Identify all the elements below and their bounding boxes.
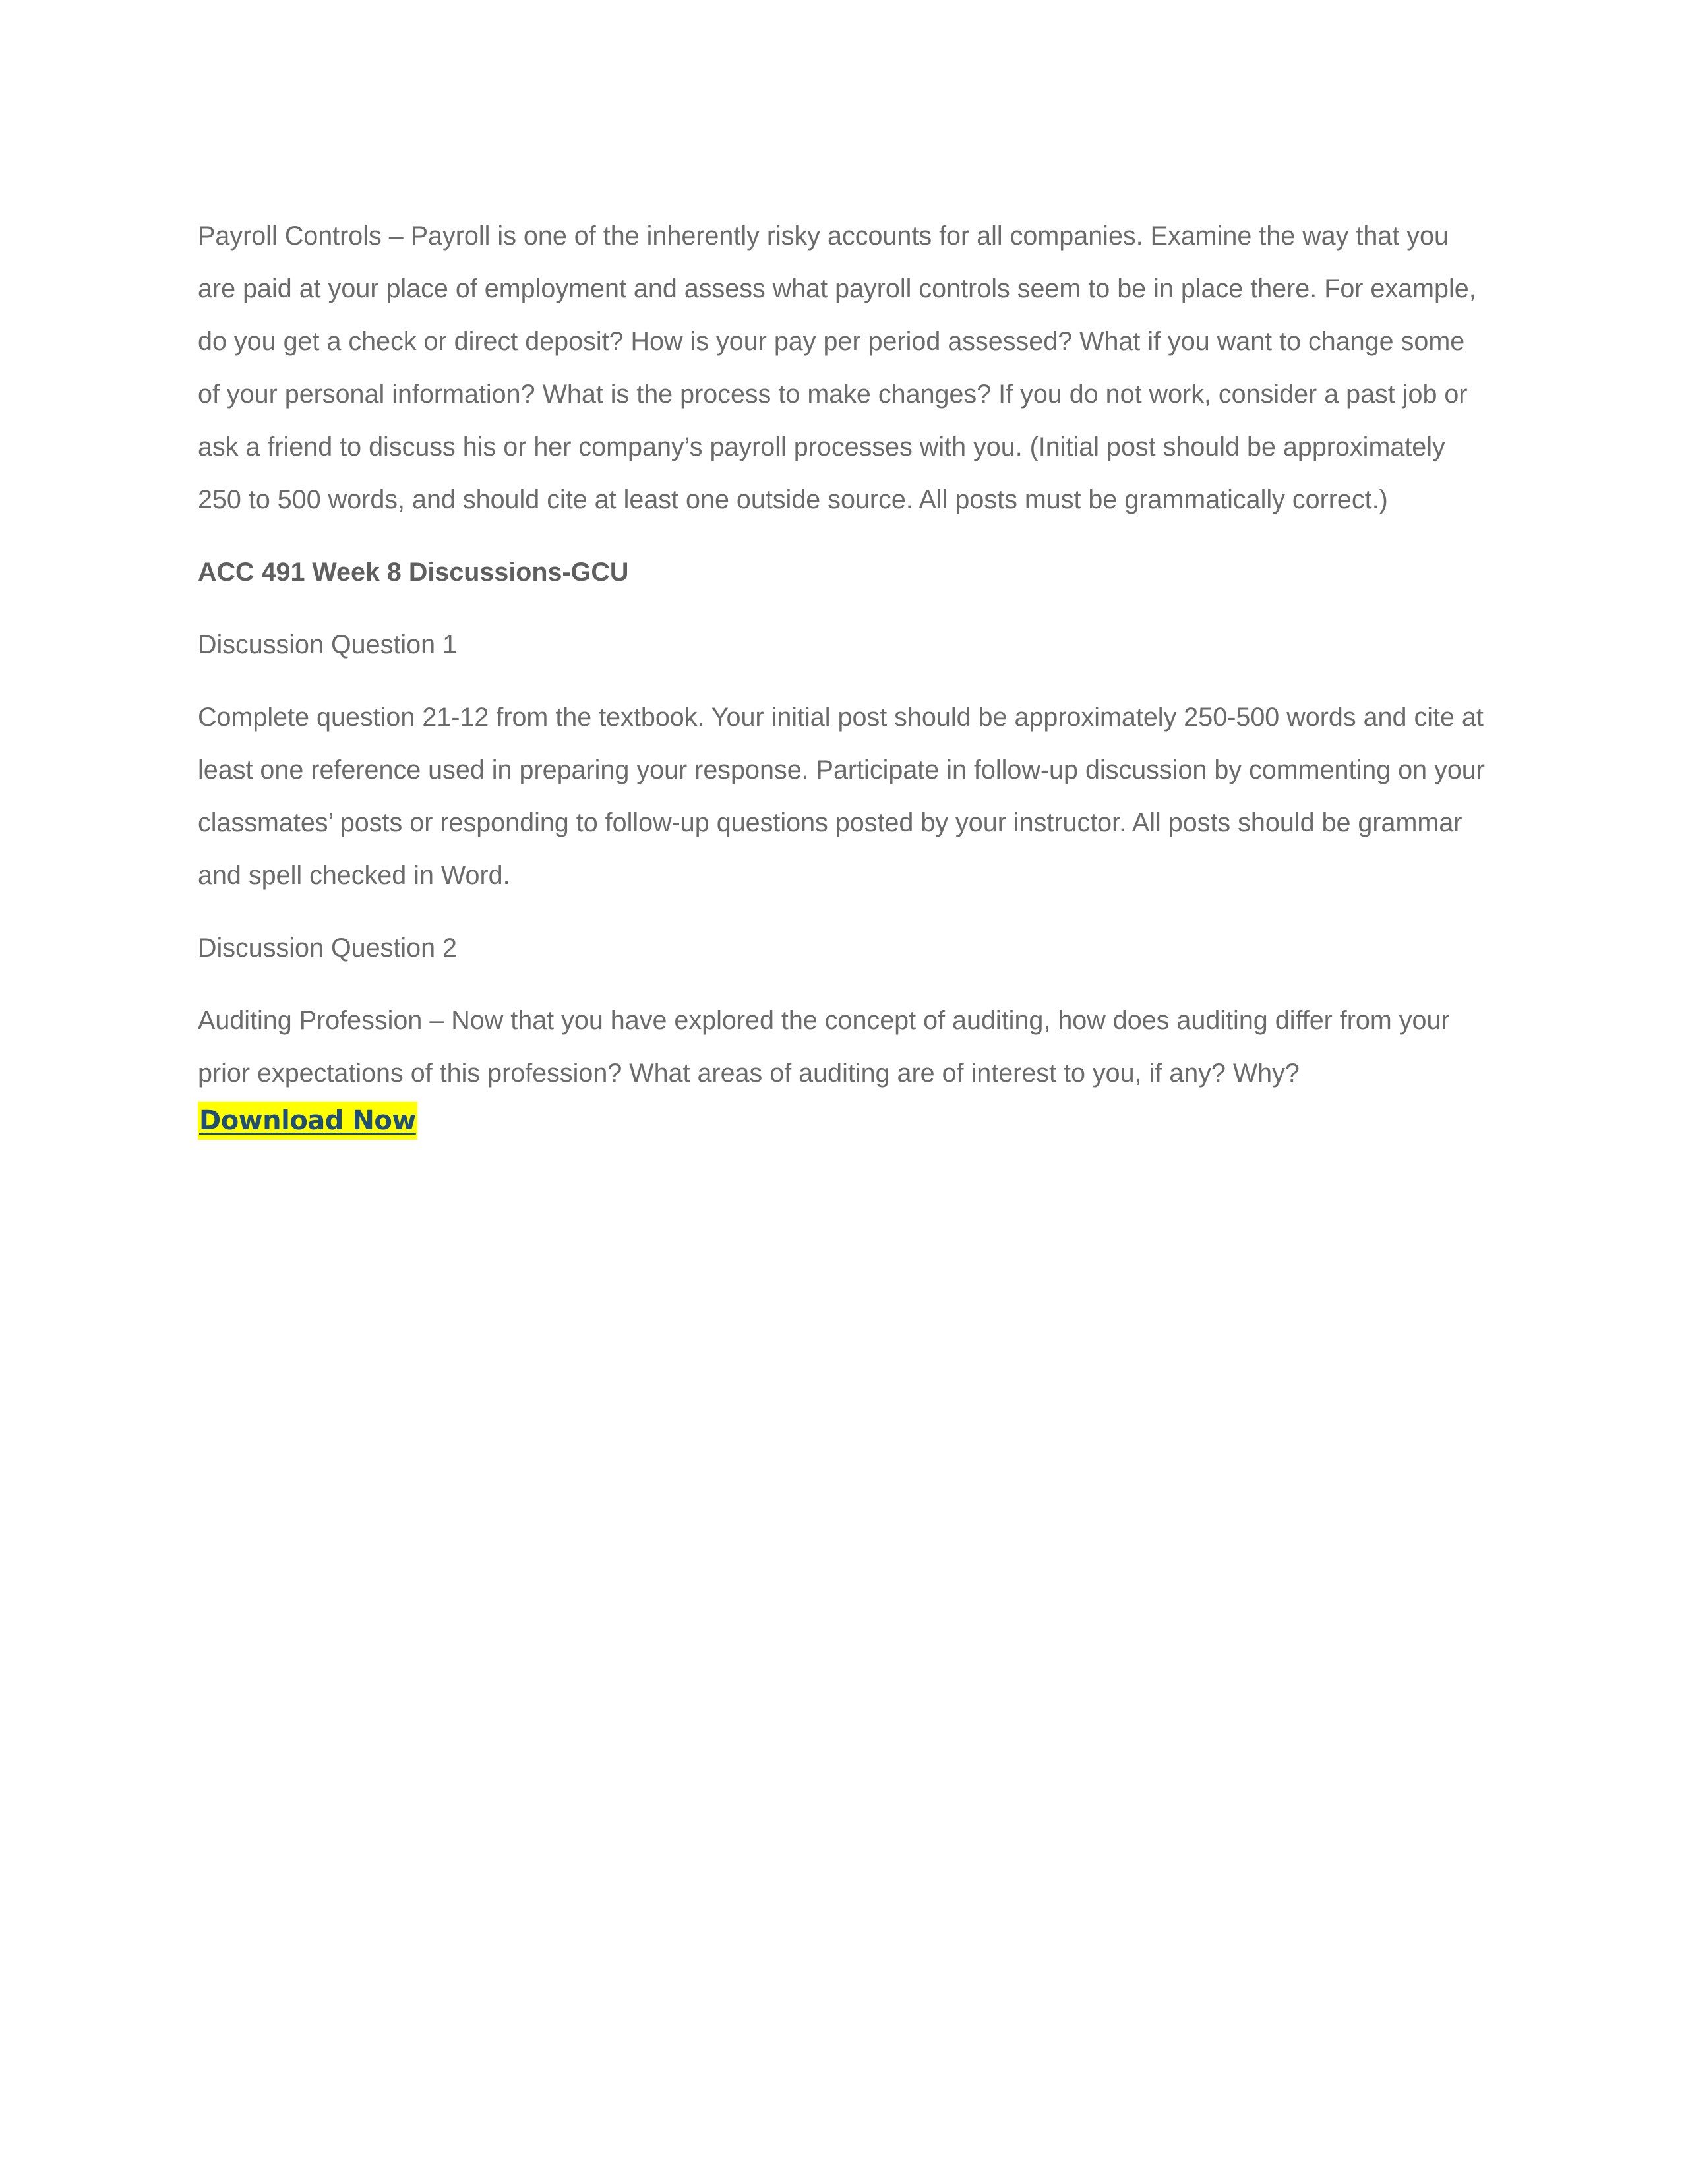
- download-row: [198, 1101, 1490, 1140]
- discussion-question-2-label: Discussion Question 2: [198, 933, 457, 962]
- discussion-question-1-label: Discussion Question 1: [198, 630, 457, 659]
- discussion-question-1-text: Complete question 21-12 from the textbook. Your initial post should be approximately 250-500 words and cite at least one reference used in preparing your response. Participate in follow-up discussion by commenting on your classmates’ posts or responding to follow-up questions posted by your instructor. All posts should be grammar and spell checked in Word.: [198, 703, 1485, 890]
- download-now-link[interactable]: Download Now: [198, 1102, 417, 1140]
- payroll-controls-paragraph: Payroll Controls – Payroll is one of the inherently risky accounts for all companies. Examine the way that you are paid at your place of employment and assess what payroll controls seem to be in place there. For example, do you get a check or direct deposit? How is your pay per period assessed? What if you want to change some of your personal information? What is the process to make changes? If you do not work, consider a past job or ask a friend to discuss his or her company’s payroll processes with you. (Initial post should be approximately 250 to 500 words, and should cite at least one outside source. All posts must be grammatically correct.): [198, 221, 1476, 514]
- section-heading: ACC 491 Week 8 Discussions-GCU: [198, 558, 629, 587]
- discussion-question-2-text: Auditing Profession – Now that you have explored the concept of auditing, how does auditing differ from your prior expectations of this profession? What areas of auditing are of interest to you, if any? Why?: [198, 1006, 1450, 1088]
- document-body: [198, 210, 1490, 1140]
